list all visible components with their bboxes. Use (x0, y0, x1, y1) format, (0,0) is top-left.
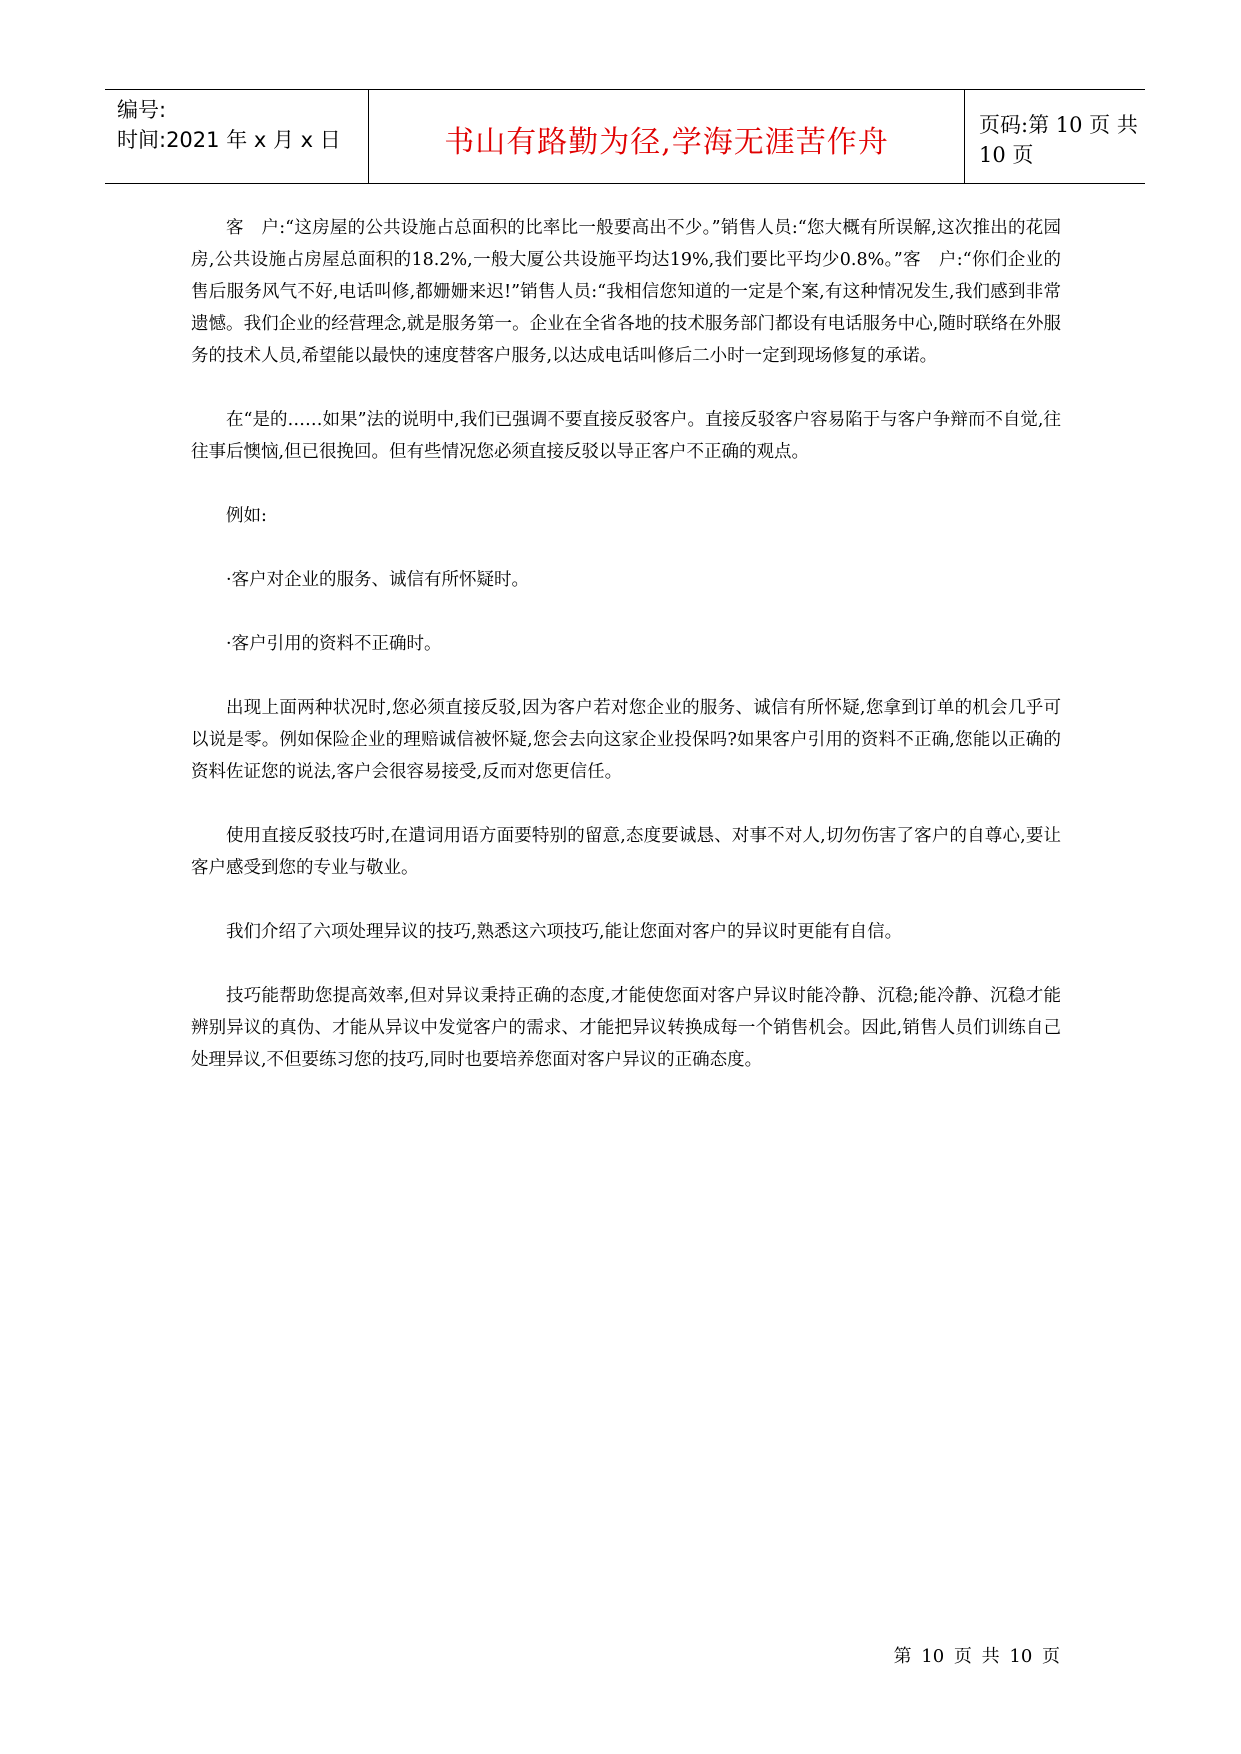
paragraph: 使用直接反驳技巧时,在遣词用语方面要特别的留意,态度要诚恳、对事不对人,切勿伤害了客户的自尊心,要让客户感受到您的专业与敬业。 (191, 826, 1061, 878)
document-time-label: 时间:2021 年 x 月 x 日 (117, 128, 341, 152)
header-meta (105, 90, 369, 183)
bullet-item: ·客户对企业的服务、诚信有所怀疑时。 (226, 570, 530, 590)
header-page-cell (965, 90, 1145, 183)
header-motto-cell (369, 90, 965, 183)
document-number-label: 编号: (117, 98, 167, 122)
document-body (191, 212, 1061, 1108)
paragraph: 出现上面两种状况时,您必须直接反驳,因为客户若对您企业的服务、诚信有所怀疑,您拿到订单的机会几乎可以说是零。例如保险企业的理赔诚信被怀疑,您会去向这家企业投保吗?如果客户引用的资料不正确,您能以正确的资料佐证您的说法,客户会很容易接受,反而对您更信任。 (191, 698, 1061, 782)
page-header (105, 89, 1145, 184)
header-page-number: 页码:第 10 页 共 10 页 (979, 112, 1138, 167)
paragraph: 客 户:“这房屋的公共设施占总面积的比率比一般要高出不少。”销售人员:“您大概有所误解,这次推出的花园房,公共设施占房屋总面积的18.2%,一般大厦公共设施平均达19%,我们要比平均少0.8%。”客 户:“你们企业的售后服务风气不好,电话叫修,都姗姗来迟!”销售人员:“我相信您知道的一定是个案,有这种情况发生,我们感到非常遗憾。我们企业的经营理念,就是服务第一。企业在全省各地的技术服务部门都设有电话服务中心,随时联络在外服务的技术人员,希望能以最快的速度替客户服务,以达成电话叫修后二小时一定到现场修复的承诺。 (191, 218, 1061, 366)
header-motto: 书山有路勤为径,学海无涯苦作舟 (444, 124, 889, 160)
page-footer: 第 10 页 共 10 页 (893, 1646, 1060, 1667)
paragraph: 我们介绍了六项处理异议的技巧,熟悉这六项技巧,能让您面对客户的异议时更能有自信。 (226, 922, 903, 942)
bullet-item: ·客户引用的资料不正确时。 (226, 634, 442, 654)
paragraph: 例如: (226, 506, 267, 526)
paragraph: 在“是的……如果”法的说明中,我们已强调不要直接反驳客户。直接反驳客户容易陷于与客户争辩而不自觉,往往事后懊恼,但已很挽回。但有些情况您必须直接反驳以导正客户不正确的观点。 (191, 410, 1061, 462)
paragraph: 技巧能帮助您提高效率,但对异议秉持正确的态度,才能使您面对客户异议时能冷静、沉稳;能冷静、沉稳才能辨别异议的真伪、才能从异议中发觉客户的需求、才能把异议转换成每一个销售机会。因此,销售人员们训练自己处理异议,不但要练习您的技巧,同时也要培养您面对客户异议的正确态度。 (191, 986, 1061, 1070)
